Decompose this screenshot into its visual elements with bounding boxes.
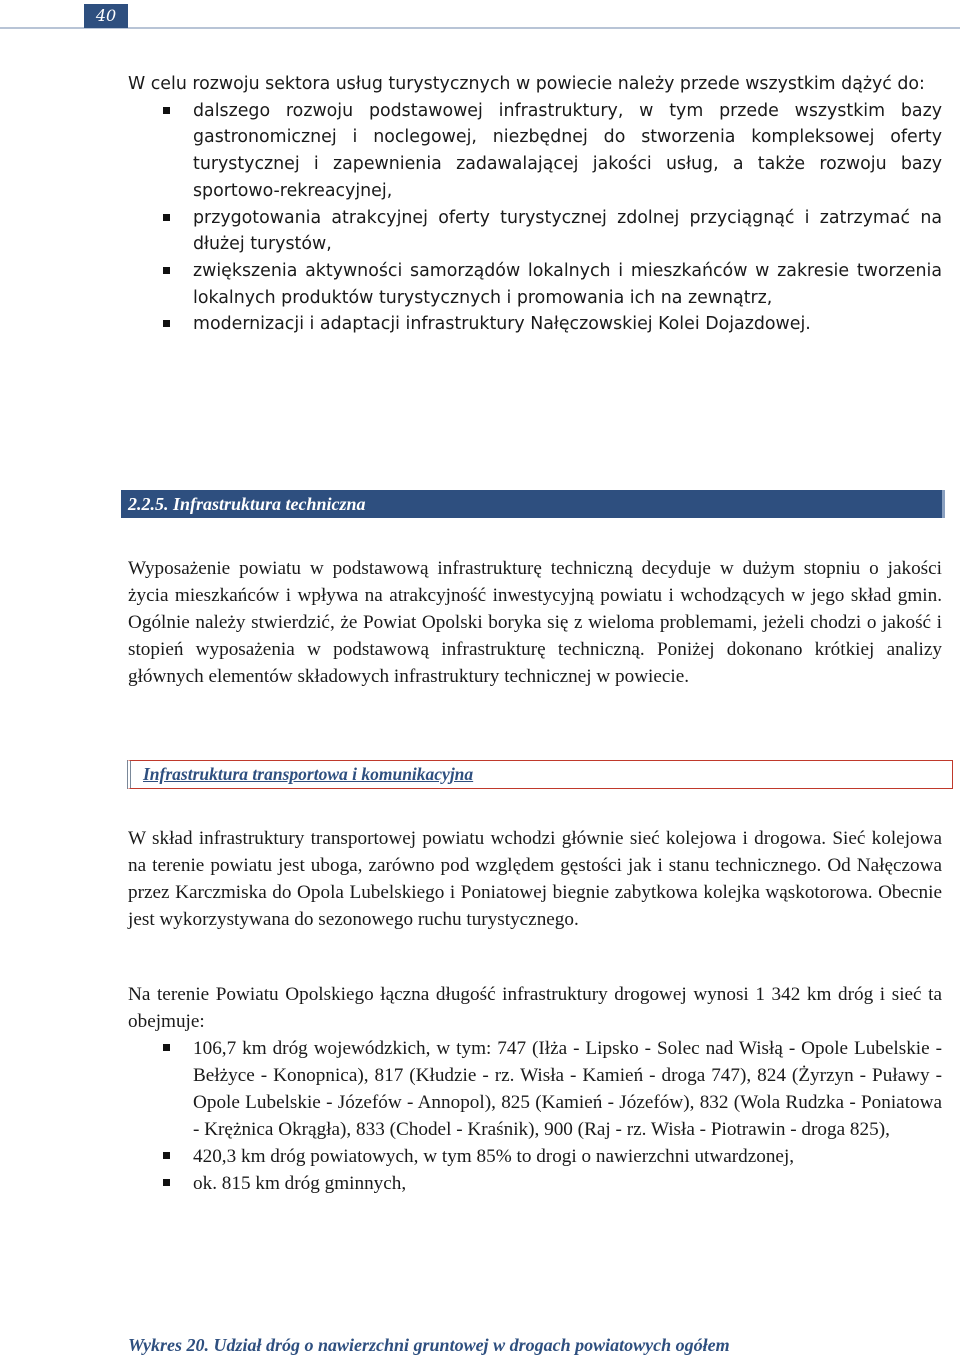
page-header-line bbox=[0, 0, 960, 29]
list-item: modernizacji i adaptacji infrastruktury Nałęczowskiej Kolei Dojazdowej. bbox=[128, 311, 942, 338]
roads-list bbox=[128, 1035, 942, 1197]
transport-paragraph: W skład infrastruktury transportowej powiatu wchodzi głównie sieć kolejowa i drogowa. Sieć kolejowa na terenie powiatu jest uboga, zarówno pod względem gęstości jak i stanu technicznego. Od Nałęczowa przez Karczmiska do Opola Lubelskiego i Poniatowej biegnie zabytkowa kolejka wąskotorowa. Obecnie jest wykorzystywana do sezonowego ruchu turystycznego. bbox=[128, 828, 942, 930]
roads-paragraph: Na terenie Powiatu Opolskiego łączna długość infrastruktury drogowej wynosi 1 342 km dróg i sieć ta obejmuje: bbox=[128, 984, 942, 1032]
chart-caption: Wykres 20. Udział dróg o nawierzchni gruntowej w drogach powiatowych ogółem bbox=[128, 1335, 730, 1355]
intro-list bbox=[128, 98, 942, 338]
roads-section bbox=[128, 981, 942, 1197]
list-item: zwiększenia aktywności samorządów lokalnych i mieszkańców w zakresie tworzenia lokalnych produktów turystycznych i promowania ich na zewnątrz, bbox=[128, 258, 942, 311]
list-item: przygotowania atrakcyjnej oferty turystycznej zdolnej przyciągnąć i zatrzymać na dłużej turystów, bbox=[128, 205, 942, 258]
section-number: 2.2.5. bbox=[128, 494, 169, 514]
list-item: 420,3 km dróg powiatowych, w tym 85% to drogi o nawierzchni utwardzonej, bbox=[128, 1143, 942, 1170]
list-item: dalszego rozwoju podstawowej infrastruktury, w tym przede wszystkim bazy gastronomicznej i noclegowej, niezbędnej do stworzenia kompleksowej oferty turystycznej i zapewnienia zadawalającej jakości usług, a także rozwoju bazy sportowo-rekreacyjnej, bbox=[128, 98, 942, 205]
list-item: ok. 815 km dróg gminnych, bbox=[128, 1170, 942, 1197]
intro-section bbox=[128, 71, 942, 338]
list-item: 106,7 km dróg wojewódzkich, w tym: 747 (Iłża - Lipsko - Solec nad Wisłą - Opole Lubelskie - Bełżyce - Konopnica), 817 (Kłudzie - rz. Wisła - Kamień - droga 747), 824 (Żyrzyn - Puławy - Opole Lubelskie - Józefów - Annopol), 825 (Kamień - Józefów), 832 (Wola Rudzka - Poniatowa - Krężnica Okrągła), 833 (Chodel - Kraśnik), 900 (Raj - rz. Wisła - Piotrawin - droga 825), bbox=[128, 1035, 942, 1143]
intro-lead: W celu rozwoju sektora usług turystycznych w powiecie należy przede wszystkim dążyć do: bbox=[128, 74, 925, 94]
section-paragraph: Wyposażenie powiatu w podstawową infrastrukturę techniczną decyduje w dużym stopniu o jakości życia mieszkańców i wpływa na atrakcyjność inwestycyjną powiatu i wchodzących w jego skład gmin. Ogólnie należy stwierdzić, że Powiat Opolski boryka się z wieloma problemami, jeżeli chodzi o jakość i stopień wyposażenia w podstawową infrastrukturę techniczną. Poniżej dokonano krótkiej analizy głównych elementów składowych infrastruktury technicznej w powiecie. bbox=[128, 558, 942, 687]
section-title: Infrastruktura techniczna bbox=[173, 494, 366, 514]
page-number: 40 bbox=[84, 4, 128, 28]
subsection-heading: Infrastruktura transportowa i komunikacyjna bbox=[127, 760, 953, 789]
section-heading bbox=[121, 490, 945, 518]
